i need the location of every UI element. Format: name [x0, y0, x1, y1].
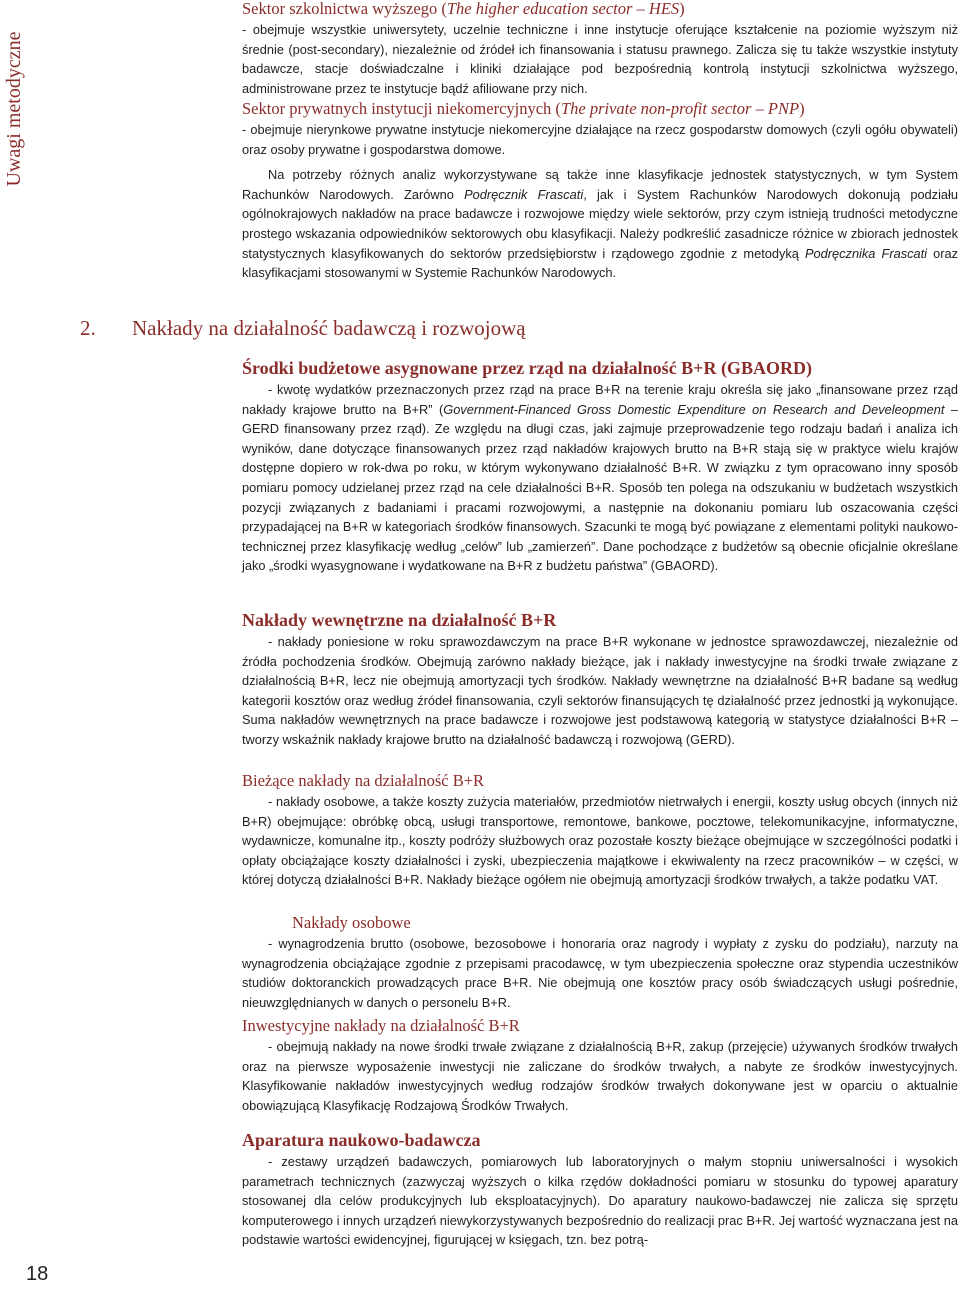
heading-gbaord: Środki budżetowe asygnowane przez rząd na działalność B+R (GBAORD): [242, 358, 812, 378]
heading-personnel: Nakłady osobowe: [292, 913, 411, 932]
heading-pnp: Sektor prywatnych instytucji niekomercyjnych (The private non-profit sector – PNP): [242, 99, 805, 118]
block-hes: [242, 0, 958, 98]
block-apparatus: [242, 1128, 958, 1250]
block-personnel: [242, 912, 958, 1012]
text-internal: - nakłady poniesione w roku sprawozdawczym na prace B+R wykonane w jednostce sprawozdawczej, niezależnie od źródła pochodzenia środków. Obejmują zarówno nakłady bieżące, jak i nakłady inwestycyjne na środki trwałe związane z działalnością B+R, lecz nie obejmują amortyzacji tych środków. Nakłady wewnętrzne na działalność B+R badane są według kategorii kosztów oraz według źródeł finansowania, czyli sektorów finansujących tę działalność przez jednostki ją wykonujące. Suma nakładów wewnętrznych na prace badawcze i rozwojowe jest podstawową kategorią w statystyce działalności B+R – tworzy wskaźnik nakłady krajowe brutto na działalność badawczą i rozwojową (GERD).: [242, 634, 958, 747]
text-personnel: - wynagrodzenia brutto (osobowe, bezosobowe i honoraria oraz nagrody i wypłaty z zysku do podziału), narzuty na wynagrodzenia obciążające zgodnie z przepisami pracodawcę, w tym ubezpieczenia społeczne oraz stypendia uczestników studiów doktoranckich prowadzących prace B+R. Nie obejmują one kosztów pracy osób świadczących usługi pośrednie, nieuwzględnianych w danych o personelu B+R.: [242, 936, 958, 1010]
text-current: - nakłady osobowe, a także koszty zużycia materiałów, przedmiotów nietrwałych i energii, koszty usług obcych (innych niż B+R) obejmujące: obróbkę obcą, usługi transportowe, remontowe, bankowe, pocztowe, telekomunikacyjne, informatyczne, wydawnicze, komunalne itp., koszty podróży służbowych oraz pozostałe koszty bieżące obejmujące w szczególności podatki i opłaty obciążające koszty działalności i zyski, ubezpieczenia majątkowe i ekwiwalenty na rzecz pracowników – w części, w której dotyczą działalności B+R. Nakłady bieżące ogółem nie obejmują amortyzacji środków trwałych, a także podatku VAT.: [242, 794, 958, 888]
block-capital: [242, 1015, 958, 1115]
block-pnp: [242, 98, 958, 283]
heading-capital: Inwestycyjne nakłady na działalność B+R: [242, 1016, 520, 1035]
block-gbaord: [242, 356, 958, 576]
sidebar-title: Uwagi metodyczne: [3, 31, 25, 187]
block-current: [242, 770, 958, 890]
page-number: 18: [26, 1263, 49, 1285]
section-heading: [80, 316, 526, 341]
heading-apparatus: Aparatura naukowo-badawcza: [242, 1130, 481, 1150]
text-capital: - obejmują nakłady na nowe środki trwałe związane z działalnością B+R, zakup (przejęcie) używanych środków trwałych oraz na pierwsze wyposażenie inwestycji nie zaliczane do środków trwałych, a nabyte ze środków inwestycyjnych. Klasyfikowanie nakładów inwestycyjnych według rodzajów środków trwałych dokonywane jest w oparciu o aktualnie obowiązującą Klasyfikację Rodzajową Środków Trwałych.: [242, 1039, 958, 1113]
heading-current: Bieżące nakłady na działalność B+R: [242, 771, 485, 790]
heading-internal: Nakłady wewnętrzne na działalność B+R: [242, 610, 557, 630]
section-title: Nakłady na działalność badawczą i rozwojową: [132, 316, 526, 340]
block-internal: [242, 608, 958, 750]
text-hes: - obejmuje wszystkie uniwersytety, uczelnie techniczne i inne instytucje oferujące kształcenie na poziomie wyższym niż średnie (post-secondary), niezależnie od źródeł ich finansowania i statusu prawnego. Zalicza się tu także wszystkie instytuty badawcze, stacje doświadczalne i kliniki działające pod bezpośrednią kontrolą instytucji szkolnictwa wyższego, administrowane przez te instytucje bądź afiliowane przy nich.: [242, 22, 958, 96]
text-pnp: - obejmuje nierynkowe prywatne instytucje niekomercyjne działające na rzecz gospodarstw domowych (czyli ogółu obywateli) oraz osoby prywatne i gospodarstwa domowe.: [242, 122, 958, 157]
heading-hes: Sektor szkolnictwa wyższego (The higher education sector – HES): [242, 0, 685, 18]
section-number: 2.: [80, 316, 96, 340]
text-gbaord: - kwotę wydatków przeznaczonych przez rząd na prace B+R na terenie kraju określa się jako „finansowane przez rząd nakłady krajowe brutto na B+R” (Government-Financed Gross Domestic Expenditure on Research and Develeopment – GERD finansowany przez rząd). Ze względu na długi czas, jaki zajmuje przeprowadzenie tego rodzaju badań i analiza ich wyników, dane dotyczące finansowanych przez rząd nakładów krajowych brutto na B+R stają się w praktyce wielu krajów dostępne dopiero w rok-dwa po roku, w którym wykonywano działalność B+R. W związku z tym opracowano inny sposób pomiaru pomocy udzielanej przez rząd na cele działalności B+R. Sposób ten polega na odszukaniu w budżetach wszystkich pozycji związanych z badaniami i pracami rozwojowymi, a następnie na dokonaniu pomiaru lub oszacowania części przypadającej na B+R w kategoriach środków finansowych. Szacunki te mogą być powiązane z elementami polityki naukowo-technicznej przez klasyfikację według „celów” lub „zamierzeń”. Dane pochodzące z budżetów są obecnie oficjalnie określane jako „środki wyasygnowane i wydatkowane na B+R z budżetu państwa” (GBAORD).: [242, 382, 958, 574]
text-classification: Na potrzeby różnych analiz wykorzystywane są także inne klasyfikacje jednostek statystycznych, w tym System Rachunków Narodowych. Zarówno Podręcznik Frascati, jak i System Rachunków Narodowych dokonują podziału ogólnokrajowych nakładów na prace badawcze i rozwojowe między wiele sektorów, przy czym istnieją trudności metodyczne prostego wskazania odpowiedników sektorowych obu klasyfikacji. Należy podkreślić zasadnicze różnice w zbiorach jednostek statystycznych klasyfikowanych do sektorów przedsiębiorstw i rządowego zgodnie z metodyką Podręcznika Frascati oraz klasyfikacjami stosowanymi w Systemie Rachunków Narodowych.: [242, 167, 958, 281]
text-apparatus: - zestawy urządzeń badawczych, pomiarowych lub laboratoryjnych o małym stopniu uniwersalności i wysokich parametrach technicznych (zazwyczaj wyższych o kilka rzędów dokładności pomiaru w stosunku do typowej aparatury stosowanej dla celów produkcyjnych lub eksploatacyjnych). Do aparatury naukowo-badawczej nie zalicza się sprzętu komputerowego i innych urządzeń niewykorzystywanych bezpośrednio do realizacji prac B+R. Jej wartość wyznaczana jest na podstawie wartości ewidencyjnej, figurującej w księgach, tzn. bez potrą-: [242, 1154, 958, 1248]
